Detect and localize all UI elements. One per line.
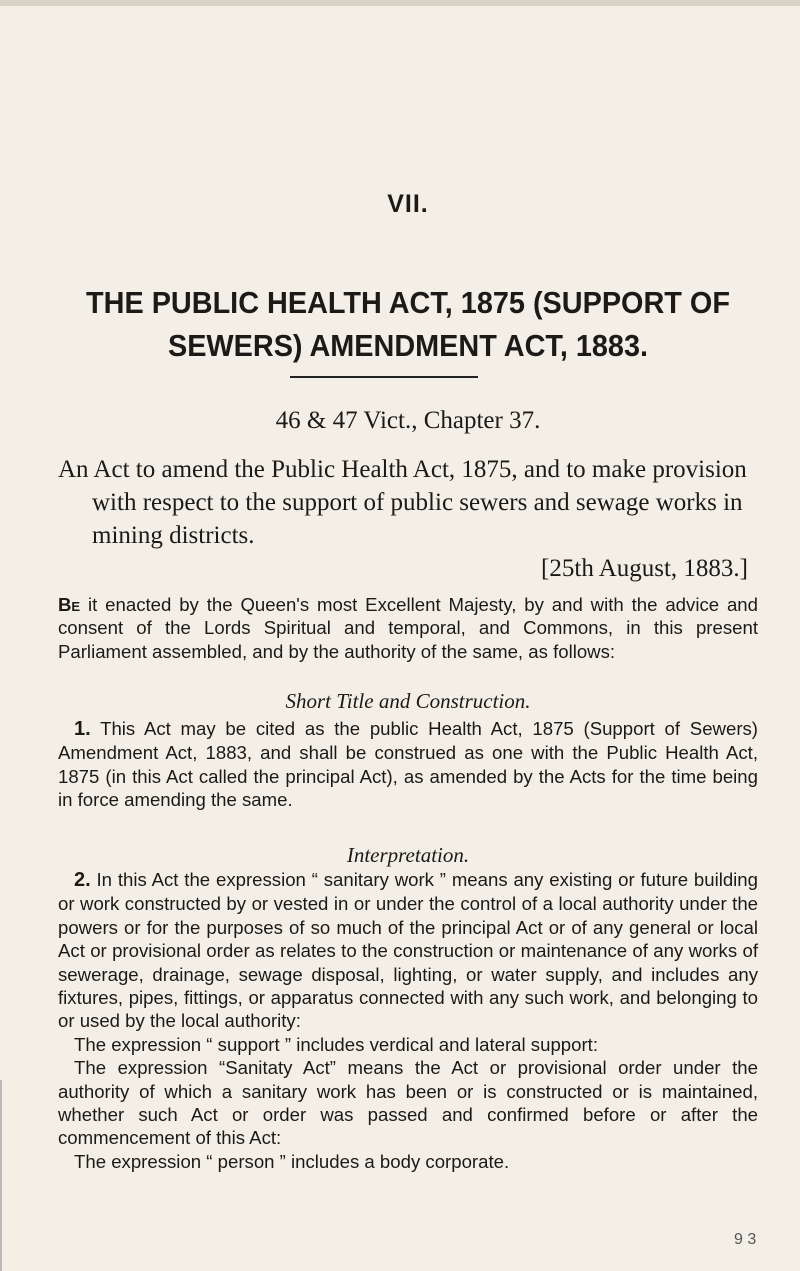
section-1-number: 1.: [74, 718, 91, 740]
definition-support: The expression “ support ” includes verdical and lateral support:: [74, 1033, 598, 1055]
act-title-line-2: SEWERS) AMENDMENT ACT, 1883.: [167, 328, 649, 363]
enacting-formula: [58, 593, 758, 663]
binding-edge: [0, 1080, 2, 1271]
enacting-lead-word: Be: [58, 594, 81, 615]
regnal-citation: 46 & 47 Vict., Chapter 37.: [275, 407, 541, 434]
long-title-text: An Act to amend the Public Health Act, 1875, and to make provision with respect to the support of public sewers and sewage works in mining districts.: [58, 456, 747, 549]
section-2: [58, 868, 758, 1173]
section-1-heading: Short Title and Construction.: [285, 689, 531, 713]
act-title-line-1: THE PUBLIC HEALTH ACT, 1875 (SUPPORT OF: [86, 285, 730, 320]
definition-sanitary-act: The expression “Sanitaty Act” means the Act or provisional order under the authority of which a sanitary work has been or is constructed or is maintained, whether such Act or order was passed and confirmed before or after the commencement of this Act:: [58, 1057, 758, 1149]
long-title: [58, 453, 758, 585]
enacting-text: it enacted by the Queen's most Excellent Majesty, by and with the advice and consent of the Lords Spiritual and temporal, and Commons, in this present Parliament assembled, and by the authority of the same, as follows:: [58, 594, 758, 662]
top-edge: [0, 0, 800, 6]
section-2-number: 2.: [74, 869, 91, 891]
definition-person: The expression “ person ” includes a body corporate.: [74, 1150, 510, 1172]
section-2-heading: Interpretation.: [346, 843, 470, 867]
act-title: [83, 281, 734, 367]
assent-date: [25th August, 1883.]: [541, 555, 748, 582]
page-number: 9 3: [734, 1231, 757, 1248]
section-1: [58, 717, 758, 812]
section-1-text: This Act may be cited as the public Health Act, 1875 (Support of Sewers) Amendment Act, 1883, and shall be construed as one with the Public Health Act, 1875 (in this Act called the principal Act), as amended by the Acts for the time being in force amending the same.: [58, 718, 758, 811]
title-divider: [290, 376, 478, 378]
chapter-roman-numeral: VII.: [387, 190, 429, 218]
section-2-text: In this Act the expression “ sanitary work ” means any existing or future building or work constructed by or vested in or under the control of a local authority under the powers or for the purposes of so much of the principal Act or of any general or local Act or provisional order as relates to the construction or maintenance of any works of sewerage, drainage, sewage disposal, lighting, or water supply, and includes any fixtures, pipes, fittings, or apparatus connected with any such work, and belonging to or used by the local authority:: [58, 869, 758, 1032]
